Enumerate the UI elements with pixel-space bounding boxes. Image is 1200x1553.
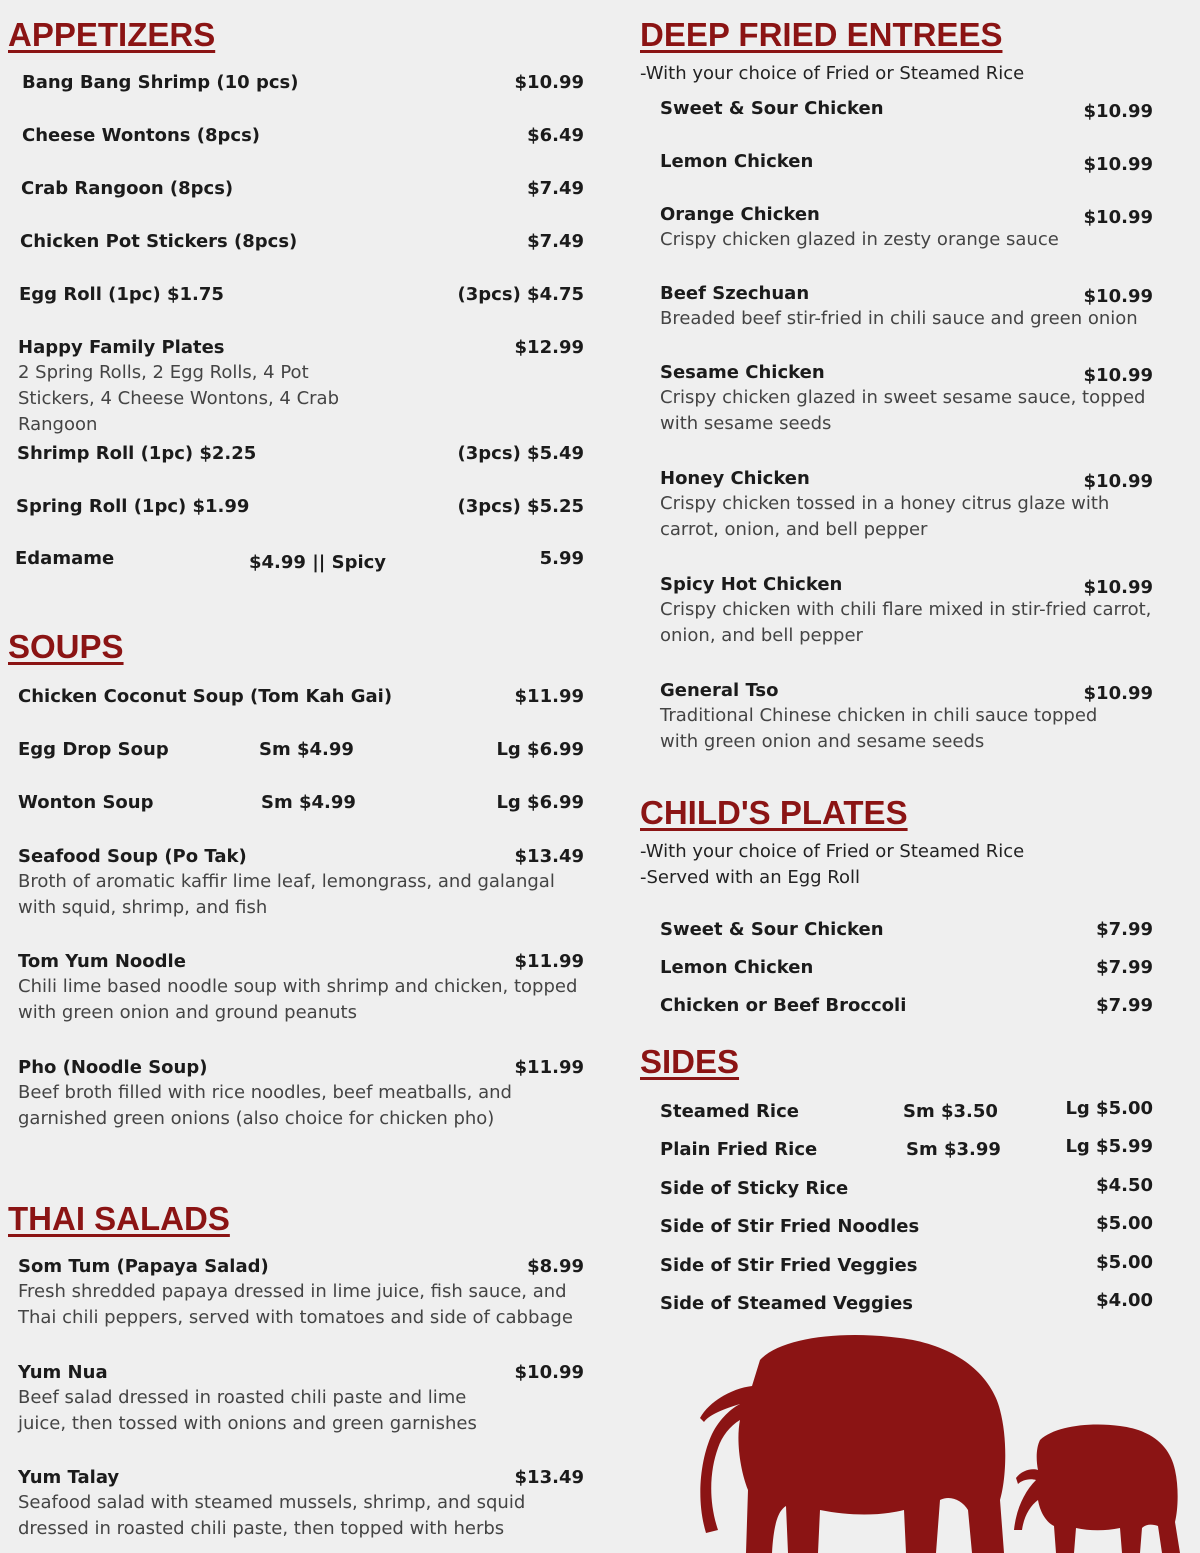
item-name: Bang Bang Shrimp (10 pcs) [22, 72, 299, 93]
item-price: $11.99 [514, 951, 584, 972]
item-name: Crab Rangoon (8pcs) [21, 178, 234, 199]
item-name: Sweet & Sour Chicken [660, 919, 884, 940]
item-price: Lg $6.99 [496, 792, 584, 813]
deep-fried-heading: DEEP FRIED ENTREES [640, 16, 1003, 53]
menu-item [660, 1213, 1153, 1237]
menu-item [19, 284, 584, 305]
item-price: Lg $5.99 [1065, 1136, 1153, 1157]
item-name: Cheese Wontons (8pcs) [22, 125, 261, 146]
menu-item [18, 739, 584, 760]
item-name: Edamame [15, 548, 115, 569]
item-price: (3pcs) $5.25 [457, 496, 584, 517]
item-name: Pho (Noodle Soup) [18, 1057, 208, 1078]
item-description: Crispy chicken glazed in sweet sesame sauce, topped with sesame seeds [660, 387, 1146, 434]
item-description: Broth of aromatic kaffir lime leaf, lemongrass, and galangal with squid, shrimp, and fish [18, 871, 555, 918]
item-name: Orange Chicken [660, 204, 820, 225]
item-name: Lemon Chicken [660, 151, 814, 172]
item-name: Steamed Rice [660, 1101, 799, 1122]
menu-item [660, 1098, 1153, 1122]
menu-item [18, 1256, 584, 1331]
item-price: $11.99 [514, 1057, 584, 1078]
item-price: $7.99 [1096, 995, 1153, 1016]
menu-item [660, 151, 1153, 175]
thai-salads-heading: THAI SALADS [8, 1200, 230, 1237]
item-mid-price: Sm $3.50 [903, 1101, 998, 1122]
item-price: $10.99 [514, 72, 584, 93]
elephant-calf-icon [1014, 1425, 1180, 1553]
menu-item [660, 574, 1153, 649]
childs-plates-note: -With your choice of Fried or Steamed Rice [640, 841, 1025, 862]
item-price: (3pcs) $4.75 [457, 284, 584, 305]
item-name: Egg Drop Soup [18, 739, 169, 760]
item-name: Chicken or Beef Broccoli [660, 995, 907, 1016]
item-description: Crispy chicken tossed in a honey citrus glaze with carrot, onion, and bell pepper [660, 493, 1110, 540]
item-mid-price: Sm $3.99 [906, 1139, 1001, 1160]
soups-heading: SOUPS [8, 628, 124, 665]
item-name: Side of Sticky Rice [660, 1178, 849, 1199]
menu-item [660, 1290, 1153, 1314]
item-name: Wonton Soup [18, 792, 154, 813]
item-name: Plain Fried Rice [660, 1139, 818, 1160]
item-name: Sweet & Sour Chicken [660, 98, 884, 119]
appetizers-heading: APPETIZERS [8, 16, 216, 53]
item-name: Chicken Pot Stickers (8pcs) [20, 231, 298, 252]
item-name: Shrimp Roll (1pc) $2.25 [17, 443, 257, 464]
item-mid-price: $4.99 || Spicy [249, 552, 387, 573]
item-name: Chicken Coconut Soup (Tom Kah Gai) [18, 686, 393, 707]
item-price: $13.49 [514, 846, 584, 867]
item-description: Traditional Chinese chicken in chili sauce topped with green onion and sesame seeds [660, 705, 1098, 752]
childs-plates-note: -Served with an Egg Roll [640, 867, 860, 888]
menu-item [660, 98, 1153, 122]
item-name: Side of Stir Fried Noodles [660, 1216, 920, 1237]
deep-fried-note: -With your choice of Fried or Steamed Rice [640, 63, 1025, 84]
item-price: $11.99 [514, 686, 584, 707]
item-description: Beef broth filled with rice noodles, beef meatballs, and garnished green onions (also choice for chicken pho) [18, 1082, 512, 1129]
item-price: $10.99 [1083, 207, 1153, 228]
item-price: $10.99 [1083, 101, 1153, 122]
menu-item [660, 1136, 1153, 1160]
menu-item [660, 1175, 1153, 1199]
item-name: General Tso [660, 680, 779, 701]
item-description: Crispy chicken with chili flare mixed in stir-fried carrot, onion, and bell pepper [660, 599, 1152, 646]
item-name: Side of Steamed Veggies [660, 1293, 914, 1314]
menu-item [18, 1362, 584, 1437]
sides-heading: SIDES [640, 1043, 740, 1080]
menu-item [18, 792, 584, 813]
menu-item [20, 231, 584, 252]
menu-item [660, 283, 1153, 332]
item-price: $8.99 [527, 1256, 584, 1277]
menu-item [21, 178, 584, 199]
item-name: Sesame Chicken [660, 362, 825, 383]
elephant-adult-icon [700, 1335, 1005, 1553]
item-price: $5.00 [1096, 1213, 1153, 1234]
menu-item [660, 919, 1153, 940]
item-description: Beef salad dressed in roasted chili paste and lime juice, then tossed with onions and green garnishes [18, 1387, 477, 1434]
childs-plates-heading: CHILD'S PLATES [640, 794, 908, 831]
item-price: $6.49 [527, 125, 584, 146]
menu-item [15, 548, 584, 573]
menu-item [18, 951, 584, 1026]
item-price: Lg $5.00 [1065, 1098, 1153, 1119]
menu-item [660, 362, 1153, 437]
item-name: Side of Stir Fried Veggies [660, 1255, 918, 1276]
item-mid-price: Sm $4.99 [261, 792, 356, 813]
item-name: Yum Talay [18, 1467, 120, 1488]
item-description: Seafood salad with steamed mussels, shrimp, and squid dressed in roasted chili paste, then topped with herbs [18, 1492, 526, 1539]
item-name: Egg Roll (1pc) $1.75 [19, 284, 224, 305]
item-description: Crispy chicken glazed in zesty orange sauce [660, 229, 1059, 250]
item-name: Tom Yum Noodle [18, 951, 186, 972]
item-name: Beef Szechuan [660, 283, 810, 304]
menu-item [660, 204, 1153, 253]
item-price: $7.99 [1096, 919, 1153, 940]
item-price: $10.99 [514, 1362, 584, 1383]
item-price: (3pcs) $5.49 [457, 443, 584, 464]
item-price: $10.99 [1083, 683, 1153, 704]
menu-item [22, 72, 584, 93]
item-price: $4.50 [1096, 1175, 1153, 1196]
item-price: $10.99 [1083, 365, 1153, 386]
menu-item [660, 995, 1153, 1016]
item-name: Honey Chicken [660, 468, 810, 489]
item-name: Happy Family Plates [18, 337, 225, 358]
elephants-illustration [700, 1330, 1190, 1553]
item-price: $10.99 [1083, 471, 1153, 492]
item-name: Spicy Hot Chicken [660, 574, 843, 595]
item-description: Breaded beef stir-fried in chili sauce and green onion [660, 308, 1138, 329]
item-price: $10.99 [1083, 577, 1153, 598]
item-price: Lg $6.99 [496, 739, 584, 760]
menu-item [17, 443, 584, 464]
menu-item [22, 125, 584, 146]
menu-item [660, 1252, 1153, 1276]
item-price: 5.99 [539, 548, 584, 569]
item-description: 2 Spring Rolls, 2 Egg Rolls, 4 Pot Stickers, 4 Cheese Wontons, 4 Crab Rangoon [18, 362, 339, 435]
item-price: $5.00 [1096, 1252, 1153, 1273]
item-name: Yum Nua [18, 1362, 108, 1383]
item-description: Chili lime based noodle soup with shrimp and chicken, topped with green onion and ground peanuts [18, 976, 578, 1023]
item-mid-price: Sm $4.99 [259, 739, 354, 760]
item-price: $4.00 [1096, 1290, 1153, 1311]
item-price: $10.99 [1083, 286, 1153, 307]
item-price: $13.49 [514, 1467, 584, 1488]
item-description: Fresh shredded papaya dressed in lime juice, fish sauce, and Thai chili peppers, served with tomatoes and side of cabbage [18, 1281, 573, 1328]
item-name: Lemon Chicken [660, 957, 814, 978]
menu-item [18, 337, 584, 438]
item-price: $10.99 [1083, 154, 1153, 175]
menu-item [660, 680, 1153, 755]
item-price: $7.49 [527, 178, 584, 199]
menu-item [660, 957, 1153, 978]
item-price: $7.49 [527, 231, 584, 252]
menu-item [18, 1467, 584, 1542]
menu-item [18, 1057, 584, 1132]
menu-item [18, 846, 584, 921]
item-price: $12.99 [514, 337, 584, 358]
menu-item [660, 468, 1153, 543]
item-price: $7.99 [1096, 957, 1153, 978]
item-name: Spring Roll (1pc) $1.99 [16, 496, 250, 517]
menu-item [18, 686, 584, 707]
menu-item [16, 496, 584, 517]
item-name: Seafood Soup (Po Tak) [18, 846, 247, 867]
item-name: Som Tum (Papaya Salad) [18, 1256, 269, 1277]
